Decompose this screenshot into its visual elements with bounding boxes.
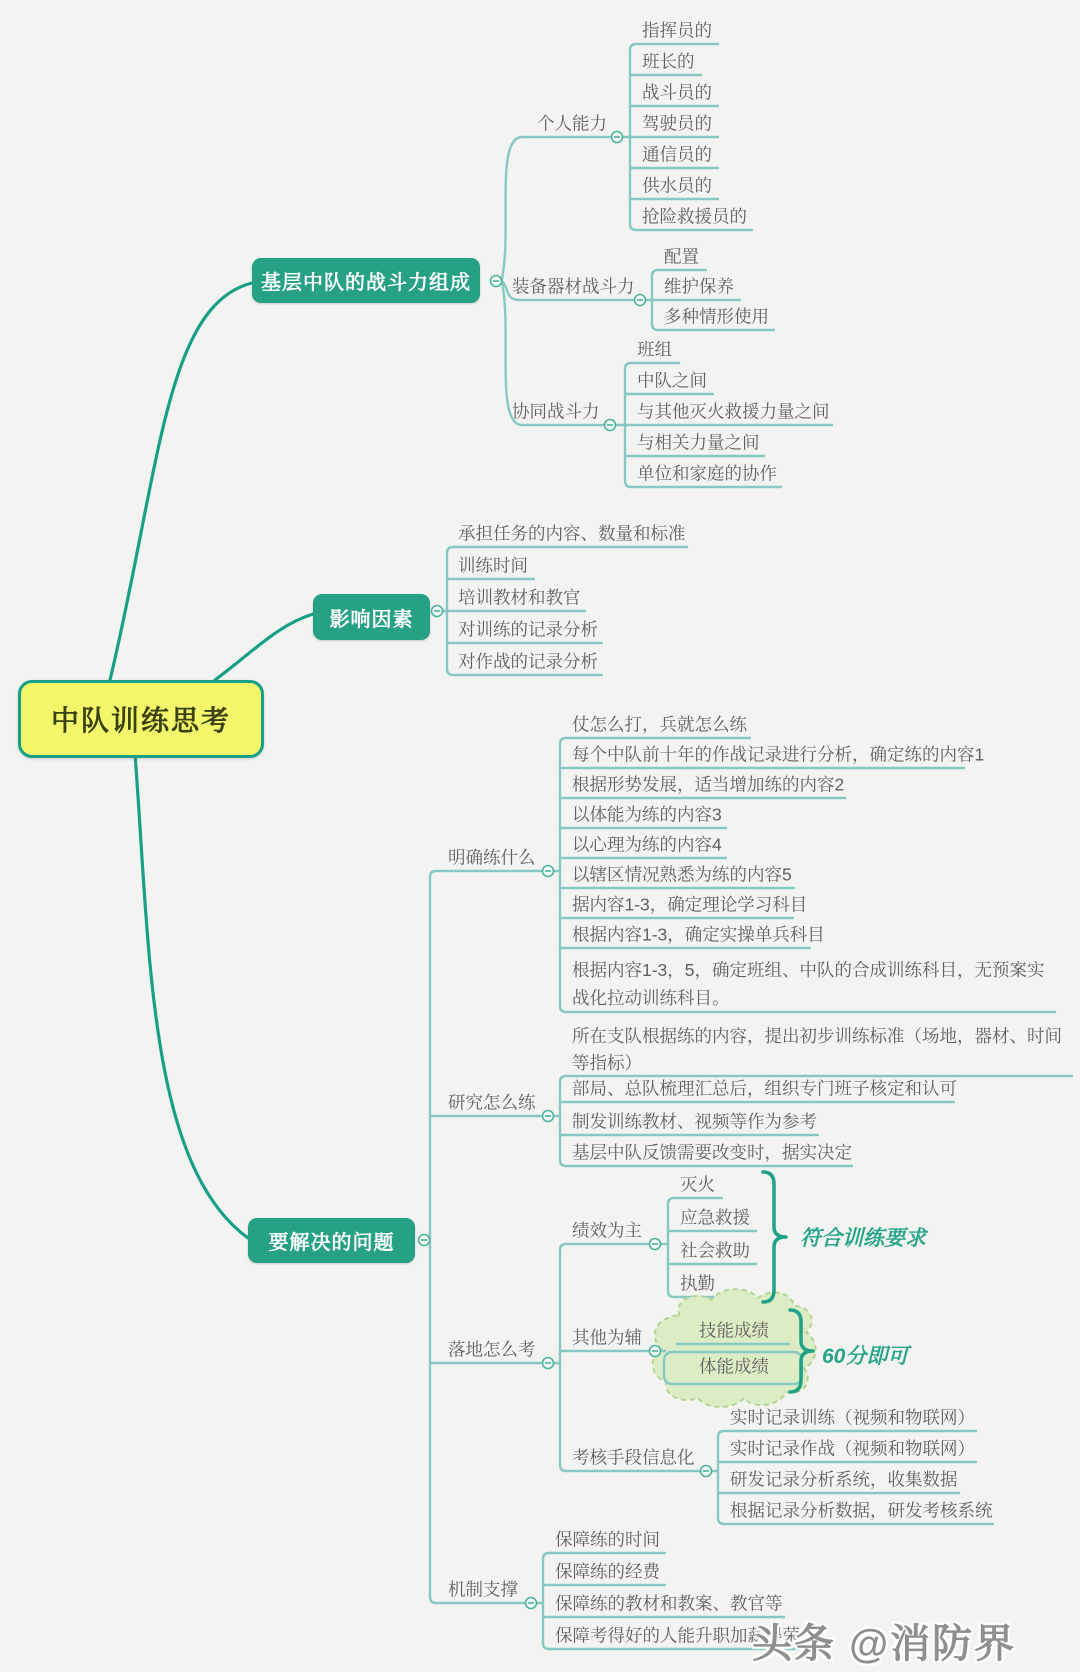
leaf-topic[interactable]: 维护保养: [664, 276, 734, 297]
leaf-topic[interactable]: 执勤: [680, 1273, 715, 1294]
collapse-toggle-icon[interactable]: [612, 132, 623, 143]
cloud-highlight: [653, 1289, 816, 1407]
subtopic-performance-primary[interactable]: 绩效为主: [572, 1220, 642, 1241]
leaf-topic[interactable]: 承担任务的内容、数量和标准: [458, 523, 686, 544]
leaf-topic[interactable]: 与其他灭火救援力量之间: [637, 401, 830, 422]
branch-influencing-factors[interactable]: 影响因素: [313, 594, 430, 640]
leaf-topic[interactable]: 根据形势发展，适当增加练的内容2: [572, 774, 845, 795]
collapse-toggle-icon[interactable]: [543, 1111, 554, 1122]
subtopic-mechanism-support[interactable]: 机制支撑: [448, 1579, 518, 1600]
subtopic-others-secondary[interactable]: 其他为辅: [572, 1327, 642, 1348]
leaf-topic[interactable]: 通信员的: [642, 144, 712, 165]
leaf-topic[interactable]: 据内容1-3，确定理论学习科目: [572, 894, 808, 915]
collapse-toggle-icon[interactable]: [543, 866, 554, 877]
leaf-topic[interactable]: 以心理为练的内容4: [572, 834, 722, 855]
leaf-topic[interactable]: 抢险救援员的: [642, 206, 747, 227]
brace-training-requirements: [763, 1172, 786, 1302]
leaf-topic[interactable]: 以体能为练的内容3: [572, 804, 722, 825]
leaf-topic[interactable]: 班组: [637, 339, 672, 360]
note-60-points: 60分即可: [822, 1345, 909, 1368]
collapse-toggle-icon[interactable]: [419, 1235, 430, 1246]
subtopic-personal-capability[interactable]: 个人能力: [537, 113, 607, 134]
leaf-topic[interactable]: 保障考得好的人能升职加薪得荣誉: [555, 1625, 818, 1646]
leaf-topic[interactable]: 体能成绩: [699, 1356, 769, 1377]
subtopic-clarify-what-to-train[interactable]: 明确练什么: [448, 847, 536, 868]
collapse-toggle-icon[interactable]: [526, 1598, 537, 1609]
leaf-topic[interactable]: 实时记录训练（视频和物联网）: [730, 1407, 975, 1428]
leaf-topic[interactable]: 保障练的经费: [555, 1561, 660, 1582]
collapse-toggle-icon[interactable]: [605, 420, 616, 431]
leaf-topic[interactable]: 灭火: [680, 1174, 715, 1195]
leaf-topic[interactable]: 中队之间: [637, 370, 707, 391]
leaf-topic[interactable]: 技能成绩: [699, 1320, 769, 1341]
collapse-toggle-icon[interactable]: [543, 1358, 554, 1369]
watermark-toutiao: 头条 @消防界: [752, 1622, 1017, 1666]
leaf-topic[interactable]: 保障练的时间: [555, 1529, 660, 1550]
subtopic-assessment-informatization[interactable]: 考核手段信息化: [572, 1447, 695, 1468]
leaf-topic[interactable]: 基层中队反馈需要改变时，据实决定: [572, 1142, 852, 1163]
leaf-topic[interactable]: 根据内容1-3，确定实操单兵科目: [572, 924, 825, 945]
leaf-topic[interactable]: 根据内容1-3，5，确定班组、中队的合成训练科目，无预案实战化拉动训练科目。: [572, 960, 1045, 1008]
leaf-topic[interactable]: 保障练的教材和教案、教官等: [555, 1593, 783, 1614]
branch-combat-composition[interactable]: 基层中队的战斗力组成: [252, 258, 480, 303]
leaf-topic[interactable]: 战斗员的: [642, 82, 712, 103]
leaf-topic[interactable]: 多种情形使用: [664, 306, 769, 327]
leaf-topic[interactable]: 每个中队前十年的作战记录进行分析，确定练的内容1: [572, 744, 985, 765]
leaf-topic[interactable]: 根据记录分析数据，研发考核系统: [730, 1500, 993, 1521]
collapse-toggle-icon[interactable]: [635, 295, 646, 306]
leaf-topic[interactable]: 驾驶员的: [642, 113, 712, 134]
leaf-topic[interactable]: 所在支队根据练的内容，提出初步训练标准（场地，器材、时间等指标）: [572, 1026, 1062, 1073]
collapse-toggle-icon[interactable]: [432, 606, 443, 617]
root-topic[interactable]: 中队训练思考: [18, 680, 264, 758]
subtopic-equipment-combat-power[interactable]: 装备器材战斗力: [512, 276, 635, 297]
leaf-topic[interactable]: 仗怎么打，兵就怎么练: [572, 714, 747, 735]
root-branch-curves: [110, 283, 313, 1238]
leaf-topic[interactable]: 班长的: [642, 51, 695, 72]
subtopic-research-how-to-train[interactable]: 研究怎么练: [448, 1092, 536, 1113]
collapse-toggle-icon[interactable]: [650, 1346, 661, 1357]
collapse-toggle-icon[interactable]: [701, 1466, 712, 1477]
note-meets-training-requirements: 符合训练要求: [800, 1227, 926, 1250]
leaf-topic[interactable]: 部局、总队梳理汇总后，组织专门班子核定和认可: [572, 1078, 957, 1099]
leaf-topic[interactable]: 对作战的记录分析: [458, 651, 598, 672]
subtopic-how-to-assess[interactable]: 落地怎么考: [448, 1339, 536, 1360]
leaf-topic[interactable]: 应急救援: [680, 1207, 750, 1228]
leaf-topic[interactable]: 对训练的记录分析: [458, 619, 598, 640]
subtopic-coordination-combat-power[interactable]: 协同战斗力: [512, 401, 600, 422]
leaf-topic[interactable]: 指挥员的: [642, 20, 712, 41]
leaf-topic[interactable]: 以辖区情况熟悉为练的内容5: [572, 864, 792, 885]
leaf-topic[interactable]: 单位和家庭的协作: [637, 463, 777, 484]
leaf-topic[interactable]: 培训教材和教官: [458, 587, 581, 608]
leaf-topic[interactable]: 训练时间: [458, 555, 528, 576]
leaf-topic[interactable]: 实时记录作战（视频和物联网）: [730, 1438, 975, 1459]
leaf-topic[interactable]: 与相关力量之间: [637, 432, 760, 453]
leaf-topic[interactable]: 配置: [664, 246, 699, 267]
leaf-topic[interactable]: 社会救助: [680, 1240, 750, 1261]
branch-problems-to-solve[interactable]: 要解决的问题: [248, 1218, 415, 1263]
leaf-topic[interactable]: 研发记录分析系统，收集数据: [730, 1469, 958, 1490]
collapse-toggle-icon[interactable]: [650, 1239, 661, 1250]
collapse-toggle-icon[interactable]: [491, 276, 502, 287]
leaf-topic[interactable]: 供水员的: [642, 175, 712, 196]
leaf-topic[interactable]: 制发训练教材、视频等作为参考: [572, 1111, 817, 1132]
